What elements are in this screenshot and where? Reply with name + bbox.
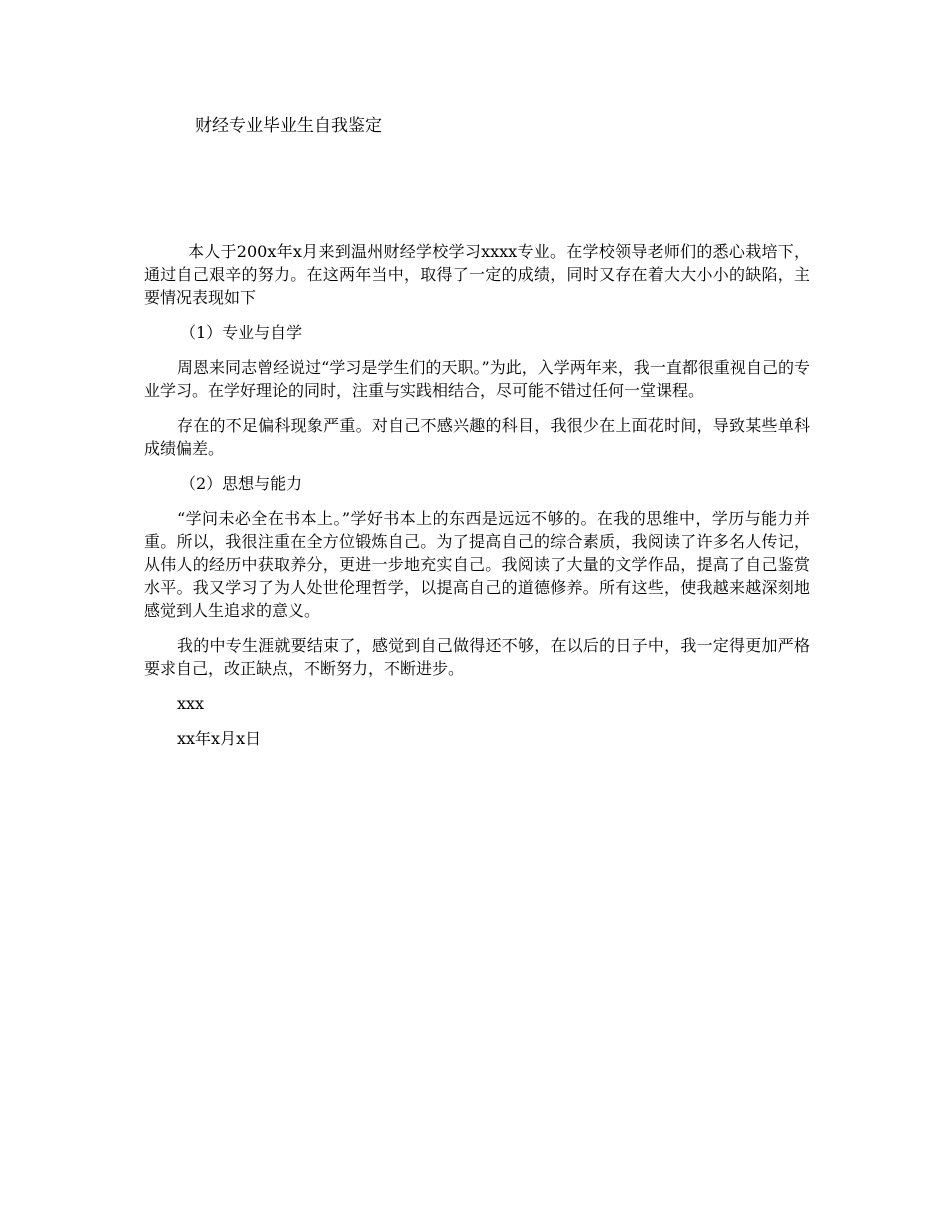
document-title: 财经专业毕业生自我鉴定 — [195, 116, 382, 136]
paragraph-major-study: 周恩来同志曾经说过“学习是学生们的天职。”为此，入学两年来，我一直都很重视自己的专业学习。在学好理论的同时，注重与实践相结合，尽可能不错过任何一堂课程。 — [144, 358, 810, 400]
section-heading-thought-and-ability: （2）思想与能力 — [180, 474, 303, 493]
date: xx年x月x日 — [177, 729, 262, 748]
signature: xxx — [177, 694, 205, 713]
intro-paragraph: 本人于200x年x月来到温州财经学校学习xxxx专业。在学校领导老师们的悉心栽培下，通过自己艰辛的努力。在这两年当中，取得了一定的成绩，同时又存在着大大小小的缺陷，主要情况表现如下 — [144, 242, 810, 307]
document-body — [144, 240, 810, 750]
section-heading-major-and-self-study: （1）专业与自学 — [180, 323, 303, 342]
paragraph-thought-ability: “学问未必全在书本上。”学好书本上的东西是远远不够的。在我的思维中，学历与能力并重。所以，我很注重在全方位锻炼自己。为了提高自己的综合素质，我阅读了许多名人传记，从伟人的经历中获取养分，更进一步地充实自己。我阅读了大量的文学作品，提高了自己鉴赏水平。我又学习了为人处世伦理哲学，以提高自己的道德修养。所有这些，使我越来越深刻地感觉到人生追求的意义。 — [144, 509, 810, 620]
conclusion-paragraph: 我的中专生涯就要结束了，感觉到自己做得还不够，在以后的日子中，我一定得更加严格要求自己，改正缺点，不断努力，不断进步。 — [144, 636, 810, 678]
paragraph-weakness: 存在的不足偏科现象严重。对自己不感兴趣的科目，我很少在上面花时间，导致某些单科成绩偏差。 — [144, 416, 810, 458]
